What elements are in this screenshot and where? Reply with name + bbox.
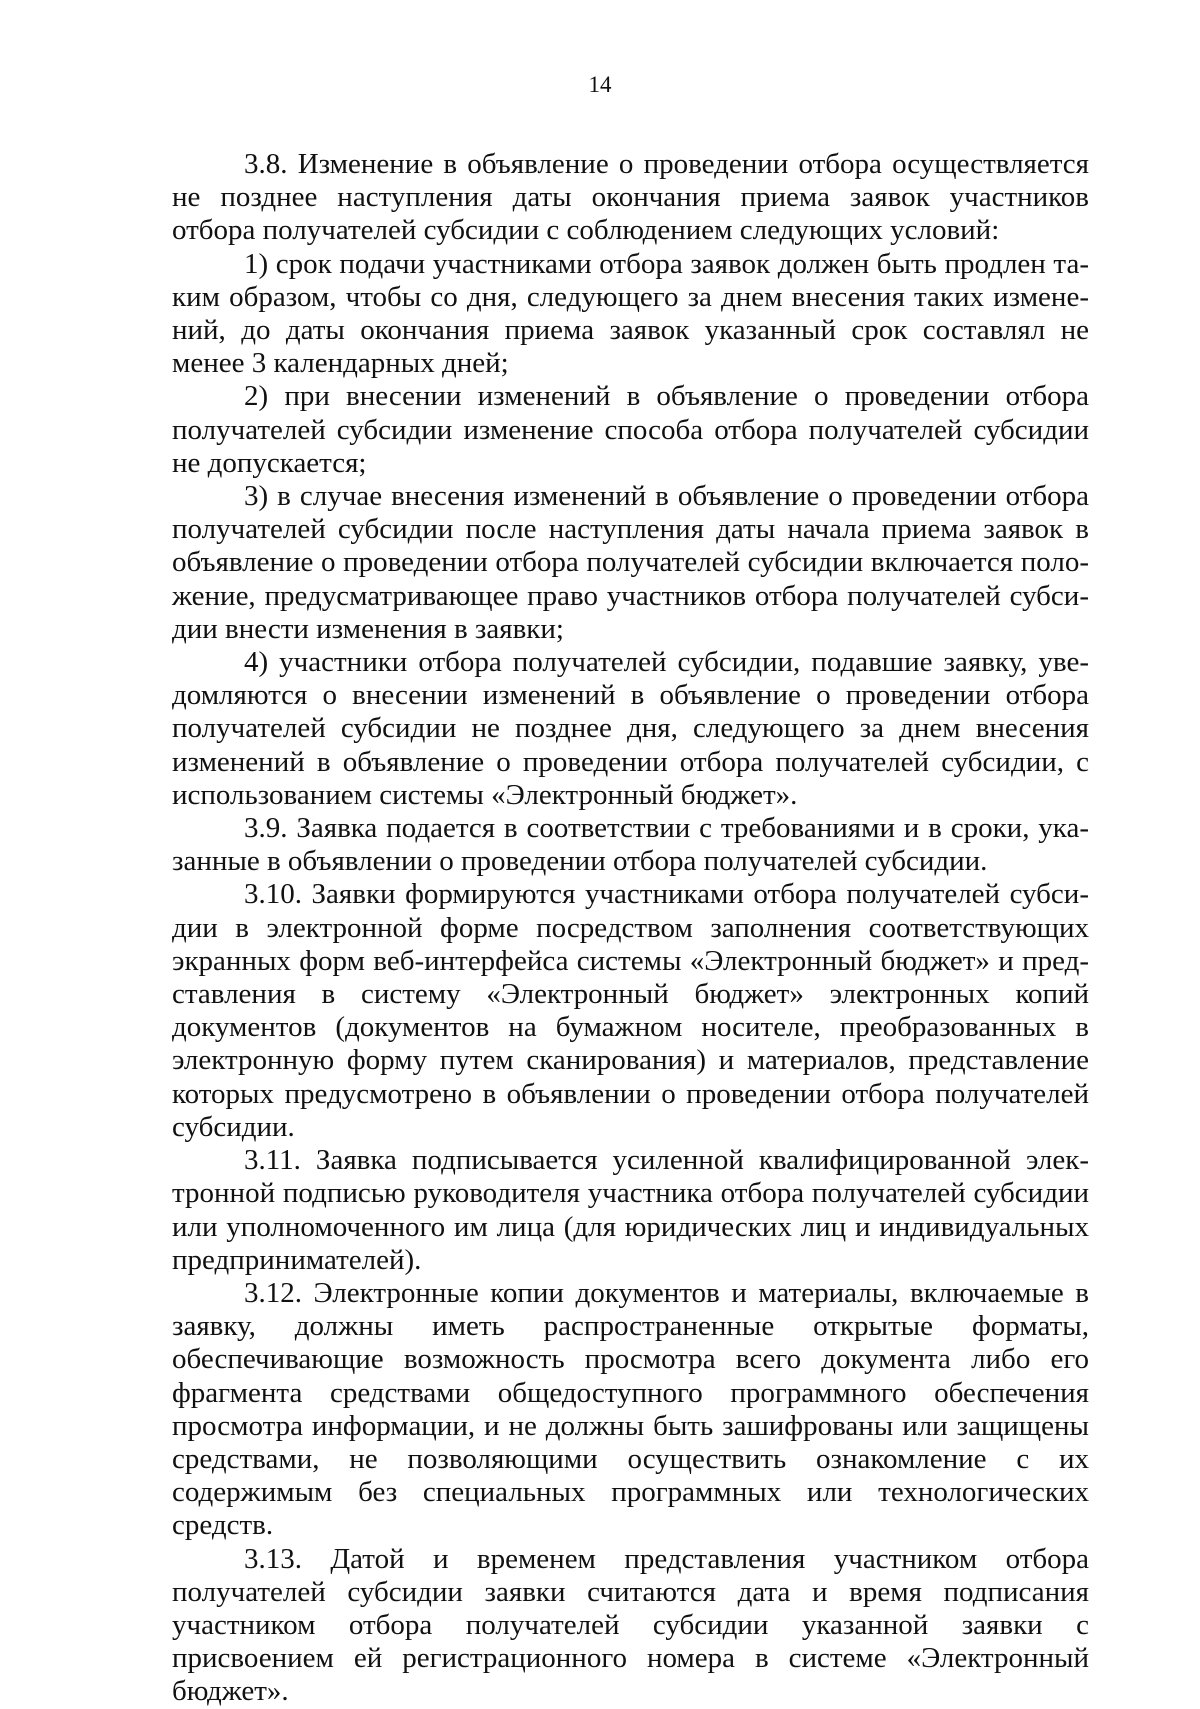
paragraph-3-12: 3.12. Электронные копии документов и материалы, включаемые в заявку, должны иметь распространенные открытые форматы, обеспечивающие возможность просмотра всего документа либо его фрагмента средствами общедоступного программного обеспечения просмотра информации, и не должны быть зашифрованы или защищены средствами, не позволяющими осуществить ознакомление с их содержимым без специальных программных или технологических средств. xyxy=(172,1276,1089,1542)
paragraph-3-8-item-2: 2) при внесении изменений в объявление о проведении отбора получателей субсидии изменение способа отбора получателей субсидии не допускается; xyxy=(172,380,1089,479)
paragraph-3-8-item-3: 3) в случае внесения изменений в объявление о проведении отбора получателей субсидии после наступления даты начала приема заявок в объявление о проведении отбора получателей субсидии включается положение, предусматривающее право участников отбора получателей субсидии внести изменения в заявки; xyxy=(172,480,1089,645)
page-number: 14 xyxy=(588,72,612,97)
paragraph-3-8: 3.8. Изменение в объявление о проведении отбора осуществляется не позднее наступления даты окончания приема заявок участников отбора получателей субсидии с соблюдением следующих условий: xyxy=(172,148,1089,247)
paragraph-3-9: 3.9. Заявка подается в соответствии с требованиями и в сроки, указанные в объявлении о проведении отбора получателей субсидии. xyxy=(172,812,1089,878)
paragraph-3-10: 3.10. Заявки формируются участниками отбора получателей субсидии в электронной форме посредством заполнения соответствующих экранных форм веб-интерфейса системы «Электронный бюджет» и представления в систему «Электронный бюджет» электронных копий документов (документов на бумажном носителе, преобразованных в электронную форму путем сканирования) и материалов, представление которых предусмотрено в объявлении о проведении отбора получателей субсидии. xyxy=(172,878,1089,1143)
paragraph-3-8-item-4: 4) участники отбора получателей субсидии, подавшие заявку, уведомляются о внесении изменений в объявление о проведении отбора получателей субсидии не позднее дня, следующего за днем внесения изменений в объявление о проведении отбора получателей субсидии, с использованием системы «Электронный бюджет». xyxy=(172,646,1089,811)
paragraph-3-13: 3.13. Датой и временем представления участником отбора получателей субсидии заявки считаются дата и время подписания участником отбора получателей субсидии указанной заявки с присвоением ей регистрационного номера в системе «Электронный бюджет». xyxy=(172,1542,1089,1708)
paragraph-3-11: 3.11. Заявка подписывается усиленной квалифицированной электронной подписью руководителя участника отбора получателей субсидии или уполномоченного им лица (для юридических лиц и индивидуальных предпринимателей). xyxy=(172,1144,1089,1276)
paragraph-3-8-item-1: 1) срок подачи участниками отбора заявок должен быть продлен таким образом, чтобы со дня, следующего за днем внесения таких изменений, до даты окончания приема заявок указанный срок составлял не менее 3 календарных дней; xyxy=(172,247,1089,380)
document-body xyxy=(172,148,1089,1709)
